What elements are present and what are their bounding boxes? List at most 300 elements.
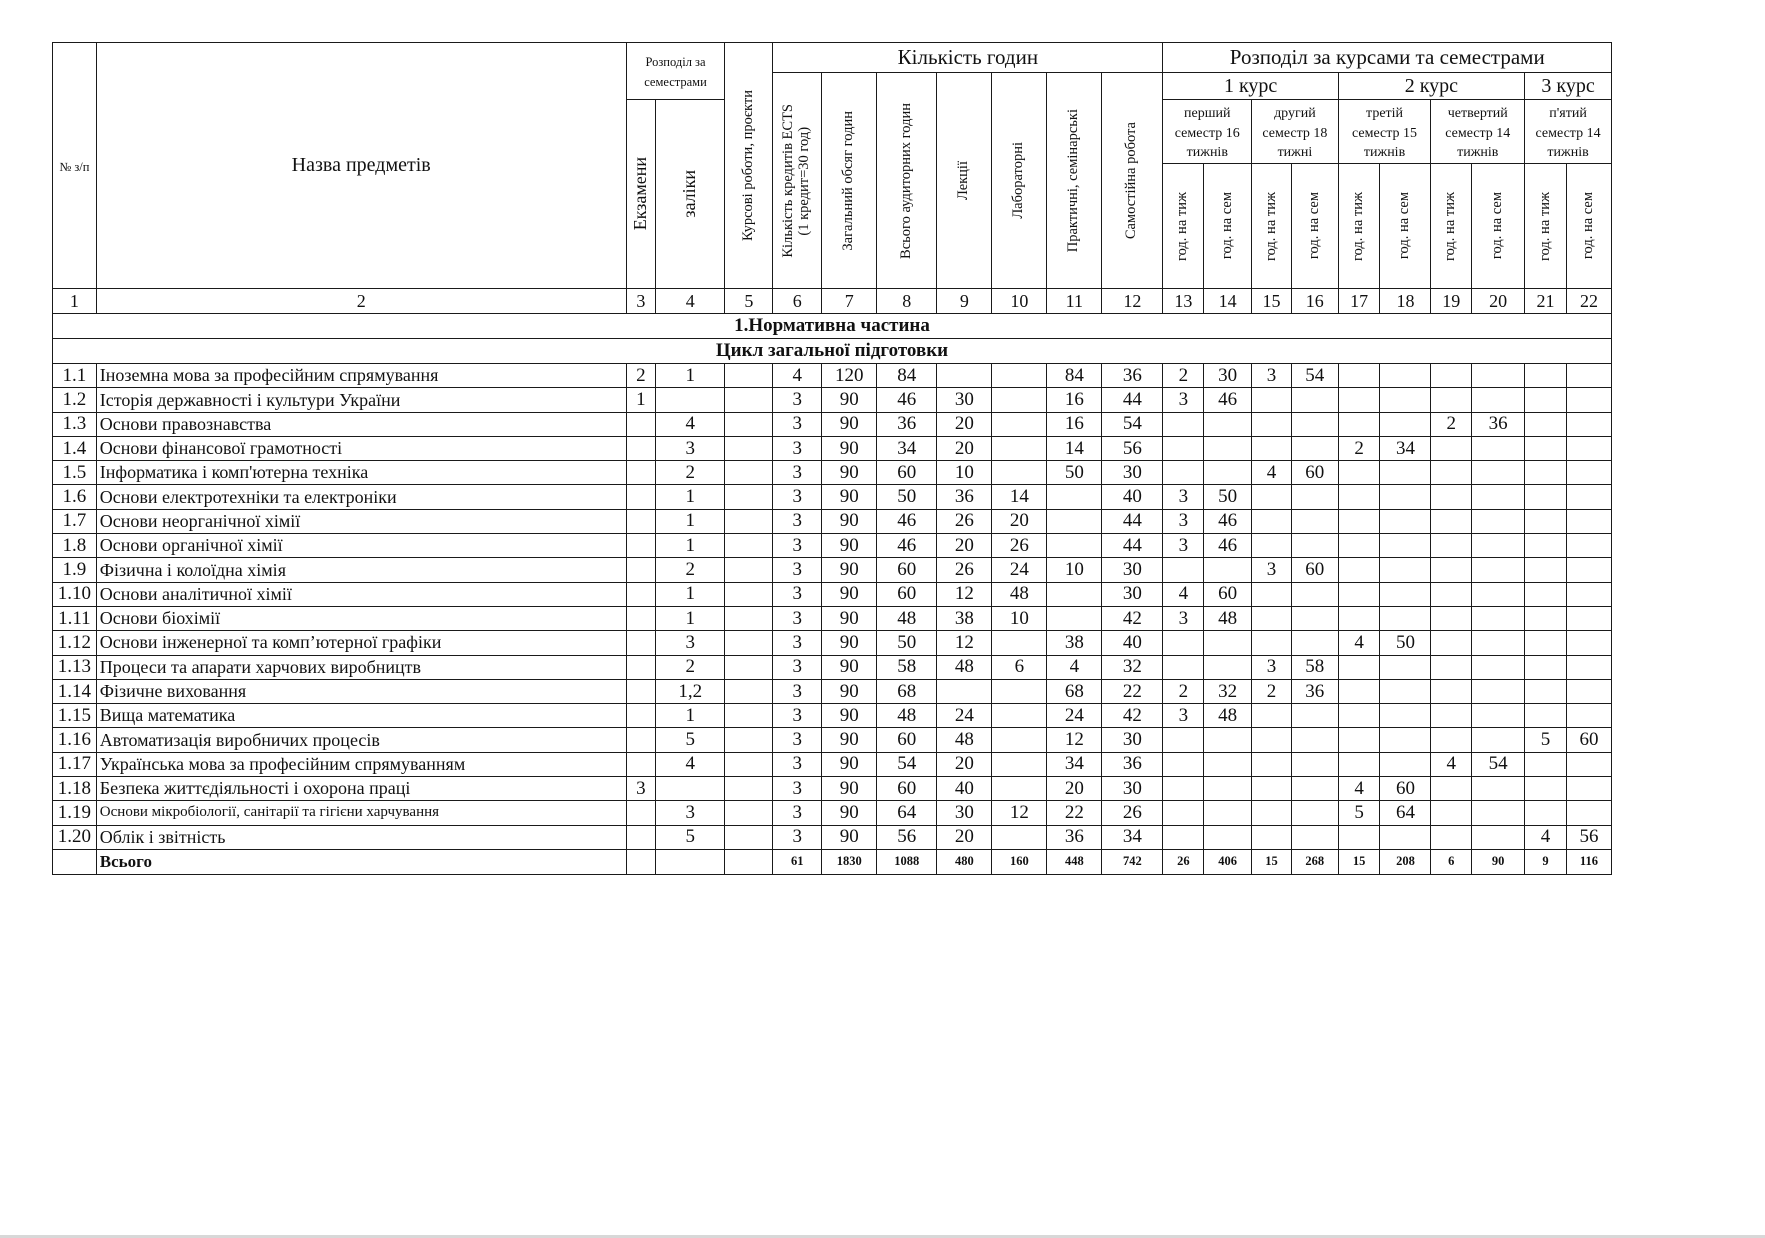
tests-cell: 5 bbox=[656, 825, 725, 849]
sem2-sem-cell bbox=[1291, 728, 1338, 752]
tests-cell: 3 bbox=[656, 631, 725, 655]
total-hours-cell: 90 bbox=[822, 704, 877, 728]
sem1-week-cell: 3 bbox=[1163, 534, 1204, 558]
sem4-sem-cell bbox=[1472, 728, 1525, 752]
sem5-sem-cell bbox=[1566, 704, 1611, 728]
sem4-week-cell: 4 bbox=[1431, 752, 1472, 776]
row-number: 1.11 bbox=[53, 606, 97, 630]
self-work-cell: 36 bbox=[1102, 752, 1163, 776]
subject-name: Вища математика bbox=[96, 704, 626, 728]
ects-cell: 3 bbox=[773, 777, 822, 801]
labs-cell bbox=[992, 825, 1047, 849]
auditory-hours-cell: 60 bbox=[877, 777, 937, 801]
labs-cell bbox=[992, 388, 1047, 412]
sem3-sem-cell: 34 bbox=[1380, 436, 1431, 460]
ects-cell: 3 bbox=[773, 679, 822, 703]
sem1-week-cell bbox=[1163, 461, 1204, 485]
header-per-sem: год. на сем bbox=[1204, 164, 1252, 289]
sem1-sem-cell bbox=[1204, 436, 1252, 460]
lectures-cell: 480 bbox=[937, 849, 992, 874]
sem4-sem-cell bbox=[1472, 655, 1525, 679]
row-number: 1.17 bbox=[53, 752, 97, 776]
tests-cell: 1 bbox=[656, 582, 725, 606]
table-row bbox=[53, 777, 1612, 801]
course-work-cell bbox=[725, 801, 773, 825]
ects-cell: 3 bbox=[773, 461, 822, 485]
sem4-sem-cell bbox=[1472, 485, 1525, 509]
sem2-sem-cell: 58 bbox=[1291, 655, 1338, 679]
column-number: 8 bbox=[877, 289, 937, 314]
sem5-sem-cell bbox=[1566, 655, 1611, 679]
tests-cell: 4 bbox=[656, 412, 725, 436]
tests-cell: 2 bbox=[656, 461, 725, 485]
sem5-sem-cell bbox=[1566, 436, 1611, 460]
sem4-sem-cell bbox=[1472, 534, 1525, 558]
header-self-work: Самостійна робота bbox=[1102, 73, 1163, 289]
self-work-cell: 40 bbox=[1102, 631, 1163, 655]
sem5-week-cell: 4 bbox=[1525, 825, 1567, 849]
table-row bbox=[53, 752, 1612, 776]
exams-cell bbox=[626, 412, 656, 436]
practicals-cell: 14 bbox=[1047, 436, 1102, 460]
lectures-cell bbox=[937, 364, 992, 388]
exams-cell bbox=[626, 509, 656, 533]
header-semester-5: п'ятий семестр 14 тижнів bbox=[1525, 100, 1612, 164]
table-row bbox=[53, 801, 1612, 825]
labs-cell: 10 bbox=[992, 606, 1047, 630]
sem3-sem-cell bbox=[1380, 704, 1431, 728]
sem1-sem-cell bbox=[1204, 752, 1252, 776]
header-per-week: год. на тиж bbox=[1431, 164, 1472, 289]
labs-cell: 12 bbox=[992, 801, 1047, 825]
table-row bbox=[53, 534, 1612, 558]
self-work-cell: 30 bbox=[1102, 777, 1163, 801]
sem5-sem-cell bbox=[1566, 388, 1611, 412]
self-work-cell: 30 bbox=[1102, 461, 1163, 485]
header-per-week: год. на тиж bbox=[1163, 164, 1204, 289]
header-hours-group: Кількість годин bbox=[773, 43, 1163, 73]
ects-cell: 3 bbox=[773, 509, 822, 533]
lectures-cell: 20 bbox=[937, 412, 992, 436]
sem5-week-cell bbox=[1525, 558, 1567, 582]
sem3-sem-cell bbox=[1380, 364, 1431, 388]
sem1-week-cell: 2 bbox=[1163, 364, 1204, 388]
labs-cell: 26 bbox=[992, 534, 1047, 558]
self-work-cell: 22 bbox=[1102, 679, 1163, 703]
total-hours-cell: 90 bbox=[822, 534, 877, 558]
sem2-sem-cell bbox=[1291, 606, 1338, 630]
self-work-cell: 42 bbox=[1102, 606, 1163, 630]
row-number: 1.2 bbox=[53, 388, 97, 412]
header-course-3: 3 курс bbox=[1525, 73, 1612, 100]
exams-cell: 1 bbox=[626, 388, 656, 412]
sem3-week-cell bbox=[1338, 655, 1380, 679]
sem4-sem-cell bbox=[1472, 388, 1525, 412]
header-per-week: год. на тиж bbox=[1252, 164, 1292, 289]
lectures-cell: 26 bbox=[937, 509, 992, 533]
practicals-cell: 12 bbox=[1047, 728, 1102, 752]
practicals-cell bbox=[1047, 534, 1102, 558]
exams-cell bbox=[626, 752, 656, 776]
sem4-week-cell: 6 bbox=[1431, 849, 1472, 874]
sem5-sem-cell bbox=[1566, 631, 1611, 655]
auditory-hours-cell: 48 bbox=[877, 704, 937, 728]
column-number: 22 bbox=[1566, 289, 1611, 314]
subject-name: Основи аналітичної хімії bbox=[96, 582, 626, 606]
sem4-week-cell bbox=[1431, 704, 1472, 728]
header-course-works: Курсові роботи, проєкти bbox=[725, 43, 773, 289]
lectures-cell: 20 bbox=[937, 534, 992, 558]
auditory-hours-cell: 60 bbox=[877, 728, 937, 752]
sem4-week-cell bbox=[1431, 388, 1472, 412]
sem4-week-cell bbox=[1431, 436, 1472, 460]
sem3-week-cell bbox=[1338, 752, 1380, 776]
sem1-week-cell: 3 bbox=[1163, 704, 1204, 728]
sem5-sem-cell bbox=[1566, 752, 1611, 776]
header-semester-1: перший семестр 16 тижнів bbox=[1163, 100, 1252, 164]
tests-cell bbox=[656, 388, 725, 412]
table-row bbox=[53, 558, 1612, 582]
practicals-cell: 68 bbox=[1047, 679, 1102, 703]
total-hours-cell: 90 bbox=[822, 388, 877, 412]
sem2-week-cell: 2 bbox=[1252, 679, 1292, 703]
table-row bbox=[53, 606, 1612, 630]
column-number: 9 bbox=[937, 289, 992, 314]
sem3-sem-cell bbox=[1380, 679, 1431, 703]
sem5-week-cell bbox=[1525, 631, 1567, 655]
labs-cell: 6 bbox=[992, 655, 1047, 679]
total-hours-cell: 90 bbox=[822, 461, 877, 485]
tests-cell: 3 bbox=[656, 436, 725, 460]
column-number: 19 bbox=[1431, 289, 1472, 314]
practicals-cell: 84 bbox=[1047, 364, 1102, 388]
sem4-sem-cell bbox=[1472, 461, 1525, 485]
course-work-cell bbox=[725, 534, 773, 558]
ects-cell: 3 bbox=[773, 485, 822, 509]
tests-cell: 1 bbox=[656, 534, 725, 558]
total-hours-cell: 120 bbox=[822, 364, 877, 388]
sem2-week-cell bbox=[1252, 606, 1292, 630]
curriculum-table bbox=[52, 42, 1612, 875]
labs-cell: 14 bbox=[992, 485, 1047, 509]
header-total-hours: Загальний обсяг годин bbox=[822, 73, 877, 289]
sem3-sem-cell bbox=[1380, 752, 1431, 776]
self-work-cell: 44 bbox=[1102, 509, 1163, 533]
sem5-week-cell bbox=[1525, 655, 1567, 679]
lectures-cell: 12 bbox=[937, 582, 992, 606]
auditory-hours-cell: 56 bbox=[877, 825, 937, 849]
sem2-week-cell bbox=[1252, 752, 1292, 776]
column-number: 16 bbox=[1291, 289, 1338, 314]
total-hours-cell: 90 bbox=[822, 558, 877, 582]
sem3-week-cell bbox=[1338, 728, 1380, 752]
sem2-sem-cell bbox=[1291, 582, 1338, 606]
auditory-hours-cell: 34 bbox=[877, 436, 937, 460]
labs-cell: 160 bbox=[992, 849, 1047, 874]
ects-cell: 3 bbox=[773, 582, 822, 606]
sem2-week-cell bbox=[1252, 582, 1292, 606]
exams-cell bbox=[626, 655, 656, 679]
sem2-week-cell bbox=[1252, 631, 1292, 655]
sem4-week-cell bbox=[1431, 509, 1472, 533]
sem5-sem-cell: 60 bbox=[1566, 728, 1611, 752]
subject-name: Основи мікробіології, санітарії та гігієни харчування bbox=[96, 801, 626, 825]
header-auditory-hours: Всього аудиторних годин bbox=[877, 73, 937, 289]
sem1-sem-cell bbox=[1204, 777, 1252, 801]
sem4-week-cell bbox=[1431, 825, 1472, 849]
auditory-hours-cell: 64 bbox=[877, 801, 937, 825]
sem3-sem-cell bbox=[1380, 388, 1431, 412]
total-hours-cell: 90 bbox=[822, 582, 877, 606]
table-row bbox=[53, 509, 1612, 533]
sem5-week-cell bbox=[1525, 461, 1567, 485]
column-number: 3 bbox=[626, 289, 656, 314]
total-hours-cell: 90 bbox=[822, 606, 877, 630]
total-hours-cell: 90 bbox=[822, 777, 877, 801]
sem2-sem-cell: 60 bbox=[1291, 461, 1338, 485]
sem5-week-cell bbox=[1525, 412, 1567, 436]
course-work-cell bbox=[725, 655, 773, 679]
sem4-sem-cell bbox=[1472, 558, 1525, 582]
table-row bbox=[53, 582, 1612, 606]
sem3-sem-cell bbox=[1380, 558, 1431, 582]
lectures-cell: 30 bbox=[937, 801, 992, 825]
sem2-sem-cell: 268 bbox=[1291, 849, 1338, 874]
practicals-cell: 448 bbox=[1047, 849, 1102, 874]
header-no: № з/п bbox=[53, 43, 97, 289]
sem1-week-cell bbox=[1163, 752, 1204, 776]
sem5-sem-cell bbox=[1566, 777, 1611, 801]
labs-cell bbox=[992, 631, 1047, 655]
sem5-week-cell bbox=[1525, 436, 1567, 460]
practicals-cell: 38 bbox=[1047, 631, 1102, 655]
row-number: 1.3 bbox=[53, 412, 97, 436]
self-work-cell: 742 bbox=[1102, 849, 1163, 874]
sem2-sem-cell bbox=[1291, 825, 1338, 849]
tests-cell: 1 bbox=[656, 704, 725, 728]
sem1-sem-cell bbox=[1204, 655, 1252, 679]
sem5-week-cell bbox=[1525, 364, 1567, 388]
curriculum-sheet bbox=[52, 42, 1612, 875]
lectures-cell: 10 bbox=[937, 461, 992, 485]
labs-cell: 24 bbox=[992, 558, 1047, 582]
exams-cell bbox=[626, 582, 656, 606]
practicals-cell: 4 bbox=[1047, 655, 1102, 679]
lectures-cell: 38 bbox=[937, 606, 992, 630]
auditory-hours-cell: 60 bbox=[877, 558, 937, 582]
subject-name: Автоматизація виробничих процесів bbox=[96, 728, 626, 752]
row-number: 1.18 bbox=[53, 777, 97, 801]
auditory-hours-cell: 48 bbox=[877, 606, 937, 630]
sem3-sem-cell bbox=[1380, 582, 1431, 606]
sem5-week-cell: 9 bbox=[1525, 849, 1567, 874]
sem4-sem-cell: 54 bbox=[1472, 752, 1525, 776]
total-hours-cell: 90 bbox=[822, 436, 877, 460]
sem3-sem-cell: 208 bbox=[1380, 849, 1431, 874]
sem3-week-cell bbox=[1338, 582, 1380, 606]
sem2-week-cell bbox=[1252, 534, 1292, 558]
sem3-sem-cell bbox=[1380, 412, 1431, 436]
sem5-week-cell bbox=[1525, 582, 1567, 606]
sem2-sem-cell: 54 bbox=[1291, 364, 1338, 388]
exams-cell bbox=[626, 679, 656, 703]
header-course-1: 1 курс bbox=[1163, 73, 1338, 100]
sem4-sem-cell bbox=[1472, 364, 1525, 388]
sem2-sem-cell bbox=[1291, 485, 1338, 509]
ects-cell: 3 bbox=[773, 534, 822, 558]
ects-cell: 3 bbox=[773, 606, 822, 630]
tests-cell: 2 bbox=[656, 655, 725, 679]
course-work-cell bbox=[725, 558, 773, 582]
sem3-week-cell bbox=[1338, 679, 1380, 703]
row-number: 1.12 bbox=[53, 631, 97, 655]
self-work-cell: 44 bbox=[1102, 534, 1163, 558]
table-row bbox=[53, 388, 1612, 412]
header-tests: заліки bbox=[656, 100, 725, 289]
self-work-cell: 42 bbox=[1102, 704, 1163, 728]
self-work-cell: 40 bbox=[1102, 485, 1163, 509]
table-row bbox=[53, 704, 1612, 728]
subject-name: Процеси та апарати харчових виробництв bbox=[96, 655, 626, 679]
lectures-cell: 48 bbox=[937, 728, 992, 752]
row-number: 1.1 bbox=[53, 364, 97, 388]
exams-cell bbox=[626, 801, 656, 825]
tests-cell bbox=[656, 777, 725, 801]
self-work-cell: 26 bbox=[1102, 801, 1163, 825]
auditory-hours-cell: 46 bbox=[877, 534, 937, 558]
exams-cell bbox=[626, 631, 656, 655]
sem3-sem-cell bbox=[1380, 728, 1431, 752]
labs-cell bbox=[992, 752, 1047, 776]
labs-cell bbox=[992, 679, 1047, 703]
subject-name: Іноземна мова за професійним спрямування bbox=[96, 364, 626, 388]
auditory-hours-cell: 50 bbox=[877, 485, 937, 509]
auditory-hours-cell: 60 bbox=[877, 582, 937, 606]
sem5-sem-cell: 116 bbox=[1566, 849, 1611, 874]
header-exams: Екзамени bbox=[626, 100, 656, 289]
sem3-week-cell bbox=[1338, 825, 1380, 849]
subject-name: Основи електротехніки та електроніки bbox=[96, 485, 626, 509]
subject-name: Основи інженерної та комп’ютерної графіки bbox=[96, 631, 626, 655]
header-distribution-semesters: Розподіл за семестрами bbox=[626, 43, 725, 100]
row-number: 1.6 bbox=[53, 485, 97, 509]
header-subject-name: Назва предметів bbox=[96, 43, 626, 289]
exams-cell bbox=[626, 558, 656, 582]
sem3-sem-cell bbox=[1380, 534, 1431, 558]
sem3-sem-cell bbox=[1380, 606, 1431, 630]
sem5-week-cell: 5 bbox=[1525, 728, 1567, 752]
practicals-cell bbox=[1047, 509, 1102, 533]
subject-name: Всього bbox=[96, 849, 626, 874]
table-row bbox=[53, 631, 1612, 655]
row-number: 1.20 bbox=[53, 825, 97, 849]
total-hours-cell: 90 bbox=[822, 679, 877, 703]
exams-cell bbox=[626, 704, 656, 728]
auditory-hours-cell: 60 bbox=[877, 461, 937, 485]
header-per-week: год. на тиж bbox=[1338, 164, 1380, 289]
labs-cell bbox=[992, 777, 1047, 801]
sem3-sem-cell bbox=[1380, 461, 1431, 485]
auditory-hours-cell: 50 bbox=[877, 631, 937, 655]
lectures-cell bbox=[937, 679, 992, 703]
sem4-sem-cell bbox=[1472, 704, 1525, 728]
practicals-cell: 22 bbox=[1047, 801, 1102, 825]
sem1-week-cell: 3 bbox=[1163, 509, 1204, 533]
sem5-sem-cell bbox=[1566, 801, 1611, 825]
sem4-sem-cell bbox=[1472, 825, 1525, 849]
sem2-sem-cell bbox=[1291, 704, 1338, 728]
sem1-sem-cell: 46 bbox=[1204, 509, 1252, 533]
column-number: 20 bbox=[1472, 289, 1525, 314]
self-work-cell: 32 bbox=[1102, 655, 1163, 679]
labs-cell bbox=[992, 728, 1047, 752]
sem2-sem-cell bbox=[1291, 412, 1338, 436]
sem3-week-cell: 15 bbox=[1338, 849, 1380, 874]
lectures-cell: 20 bbox=[937, 436, 992, 460]
table-row bbox=[53, 825, 1612, 849]
section-general-cycle: Цикл загальної підготовки bbox=[53, 339, 1612, 364]
course-work-cell bbox=[725, 728, 773, 752]
table-row bbox=[53, 364, 1612, 388]
header-lectures: Лекції bbox=[937, 73, 992, 289]
sem1-week-cell: 3 bbox=[1163, 485, 1204, 509]
sem2-sem-cell bbox=[1291, 509, 1338, 533]
self-work-cell: 56 bbox=[1102, 436, 1163, 460]
sem5-sem-cell bbox=[1566, 509, 1611, 533]
sem4-week-cell bbox=[1431, 485, 1472, 509]
sem1-sem-cell bbox=[1204, 825, 1252, 849]
column-number: 11 bbox=[1047, 289, 1102, 314]
header-per-sem: год. на сем bbox=[1566, 164, 1611, 289]
sem5-week-cell bbox=[1525, 679, 1567, 703]
sem2-week-cell bbox=[1252, 777, 1292, 801]
sem4-sem-cell bbox=[1472, 606, 1525, 630]
sem1-sem-cell: 48 bbox=[1204, 606, 1252, 630]
tests-cell: 1 bbox=[656, 606, 725, 630]
column-number: 4 bbox=[656, 289, 725, 314]
total-hours-cell: 90 bbox=[822, 509, 877, 533]
table-row bbox=[53, 679, 1612, 703]
sem3-week-cell bbox=[1338, 388, 1380, 412]
sem3-sem-cell bbox=[1380, 655, 1431, 679]
sem3-week-cell: 2 bbox=[1338, 436, 1380, 460]
ects-cell: 3 bbox=[773, 631, 822, 655]
row-number bbox=[53, 849, 97, 874]
sem1-week-cell: 3 bbox=[1163, 388, 1204, 412]
sem4-week-cell bbox=[1431, 534, 1472, 558]
sem1-sem-cell bbox=[1204, 728, 1252, 752]
ects-cell: 3 bbox=[773, 558, 822, 582]
self-work-cell: 54 bbox=[1102, 412, 1163, 436]
subject-name: Основи органічної хімії bbox=[96, 534, 626, 558]
subject-name: Основи фінансової грамотності bbox=[96, 436, 626, 460]
tests-cell bbox=[656, 849, 725, 874]
ects-cell: 3 bbox=[773, 655, 822, 679]
header-semester-3: третій семестр 15 тижнів bbox=[1338, 100, 1431, 164]
column-number: 1 bbox=[53, 289, 97, 314]
exams-cell bbox=[626, 825, 656, 849]
header-course-distribution: Розподіл за курсами та семестрами bbox=[1163, 43, 1612, 73]
course-work-cell bbox=[725, 485, 773, 509]
sem5-week-cell bbox=[1525, 777, 1567, 801]
course-work-cell bbox=[725, 752, 773, 776]
course-work-cell bbox=[725, 388, 773, 412]
sem2-week-cell bbox=[1252, 436, 1292, 460]
lectures-cell: 12 bbox=[937, 631, 992, 655]
tests-cell: 4 bbox=[656, 752, 725, 776]
labs-cell bbox=[992, 412, 1047, 436]
sem5-sem-cell bbox=[1566, 558, 1611, 582]
